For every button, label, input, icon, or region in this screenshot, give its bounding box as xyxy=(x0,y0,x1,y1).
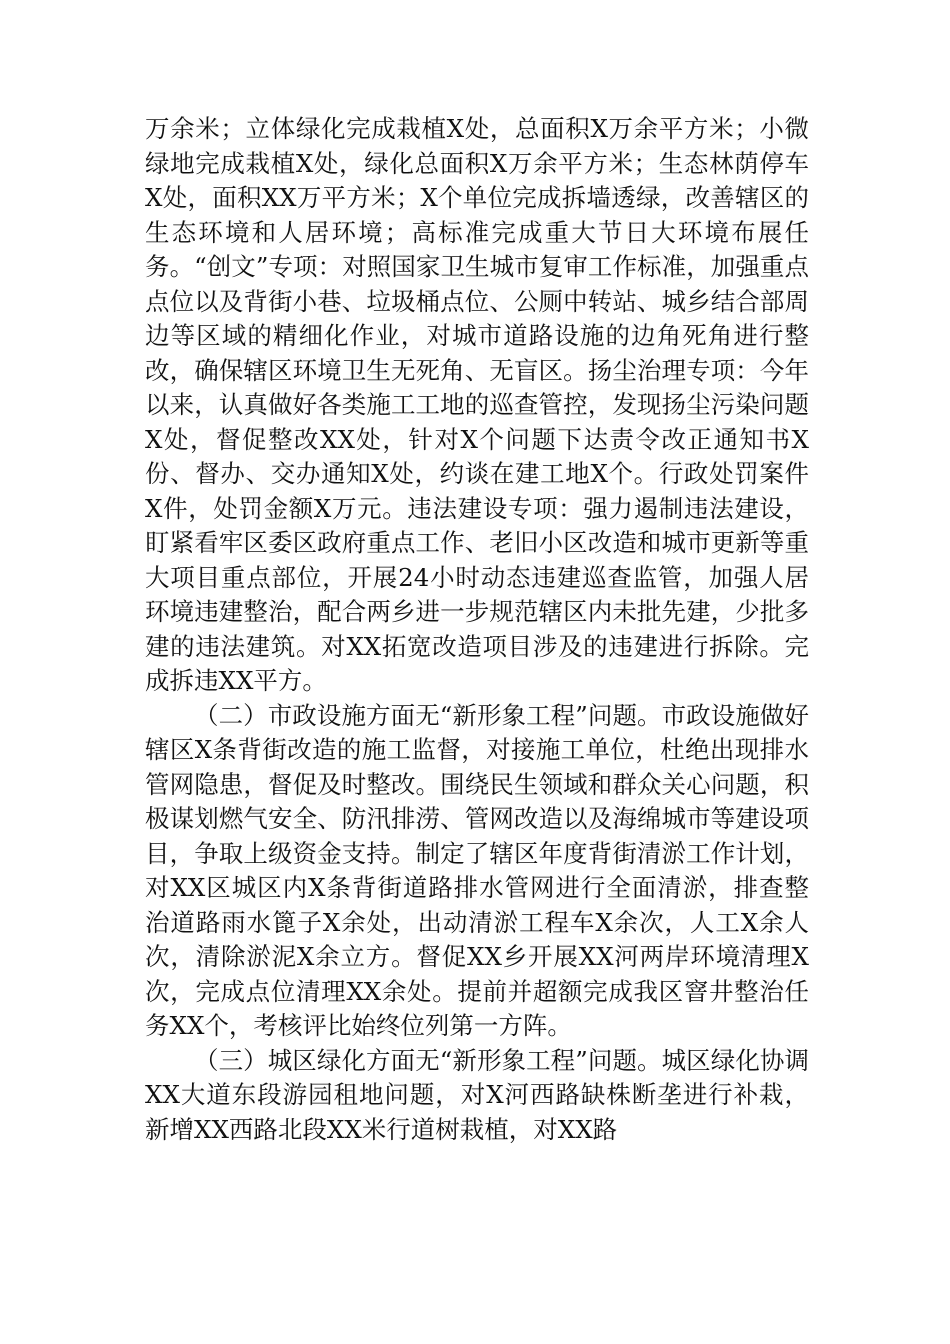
paragraph-urban-greening: （三）城区绿化方面无“新形象工程”问题。城区绿化协调XX大道东段游园租地问题，对X河西路缺株断垄进行补栽，新增XX西路北段XX米行道树栽植，对XX路 xyxy=(145,1045,809,1144)
paragraph-greening-continued: 万余米；立体绿化完成栽植X处，总面积X万余平方米；小微绿地完成栽植X处，绿化总面积X万余平方米；生态林荫停车X处，面积XX万平方米；X个单位完成拆墙透绿，改善辖区的生态环境和人居环境；高标准完成重大节日大环境布展任务。“创文”专项：对照国家卫生城市复审工作标准，加强重点点位以及背街小巷、垃圾桶点位、公厕中转站、城乡结合部周边等区域的精细化作业，对城市道路设施的边角死角进行整改，确保辖区环境卫生无死角、无盲区。扬尘治理专项：今年以来，认真做好各类施工工地的巡查管控，发现扬尘污染问题X处，督促整改XX处，针对X个问题下达责令改正通知书X份、督办、交办通知X处，约谈在建工地X个。行政处罚案件X件，处罚金额X万元。违法建设专项：强力遏制违法建设，盯紧看牢区委区政府重点工作、老旧小区改造和城市更新等重大项目重点部位，开展24小时动态违建巡查监管，加强人居环境违建整治，配合两乡进一步规范辖区内未批先建，少批多建的违法建筑。对XX拓宽改造项目涉及的违建进行拆除。完成拆违XX平方。 xyxy=(145,114,809,695)
document-page xyxy=(145,112,809,1147)
paragraph-municipal-facilities: （二）市政设施方面无“新形象工程”问题。市政设施做好辖区X条背街改造的施工监督，对接施工单位，杜绝出现排水管网隐患，督促及时整改。围绕民生领域和群众关心问题，积极谋划燃气安全、防汛排涝、管网改造以及海绵城市等建设项目，争取上级资金支持。制定了辖区年度背街清淤工作计划，对XX区城区内X条背街道路排水管网进行全面清淤，排查整治道路雨水篦子X余处，出动清淤工程车X余次，人工X余人次，清除淤泥X余立方。督促XX乡开展XX河两岸环境清理X次，完成点位清理XX余处。提前并超额完成我区窨井整治任务XX个，考核评比始终位列第一方阵。 xyxy=(145,700,809,1040)
